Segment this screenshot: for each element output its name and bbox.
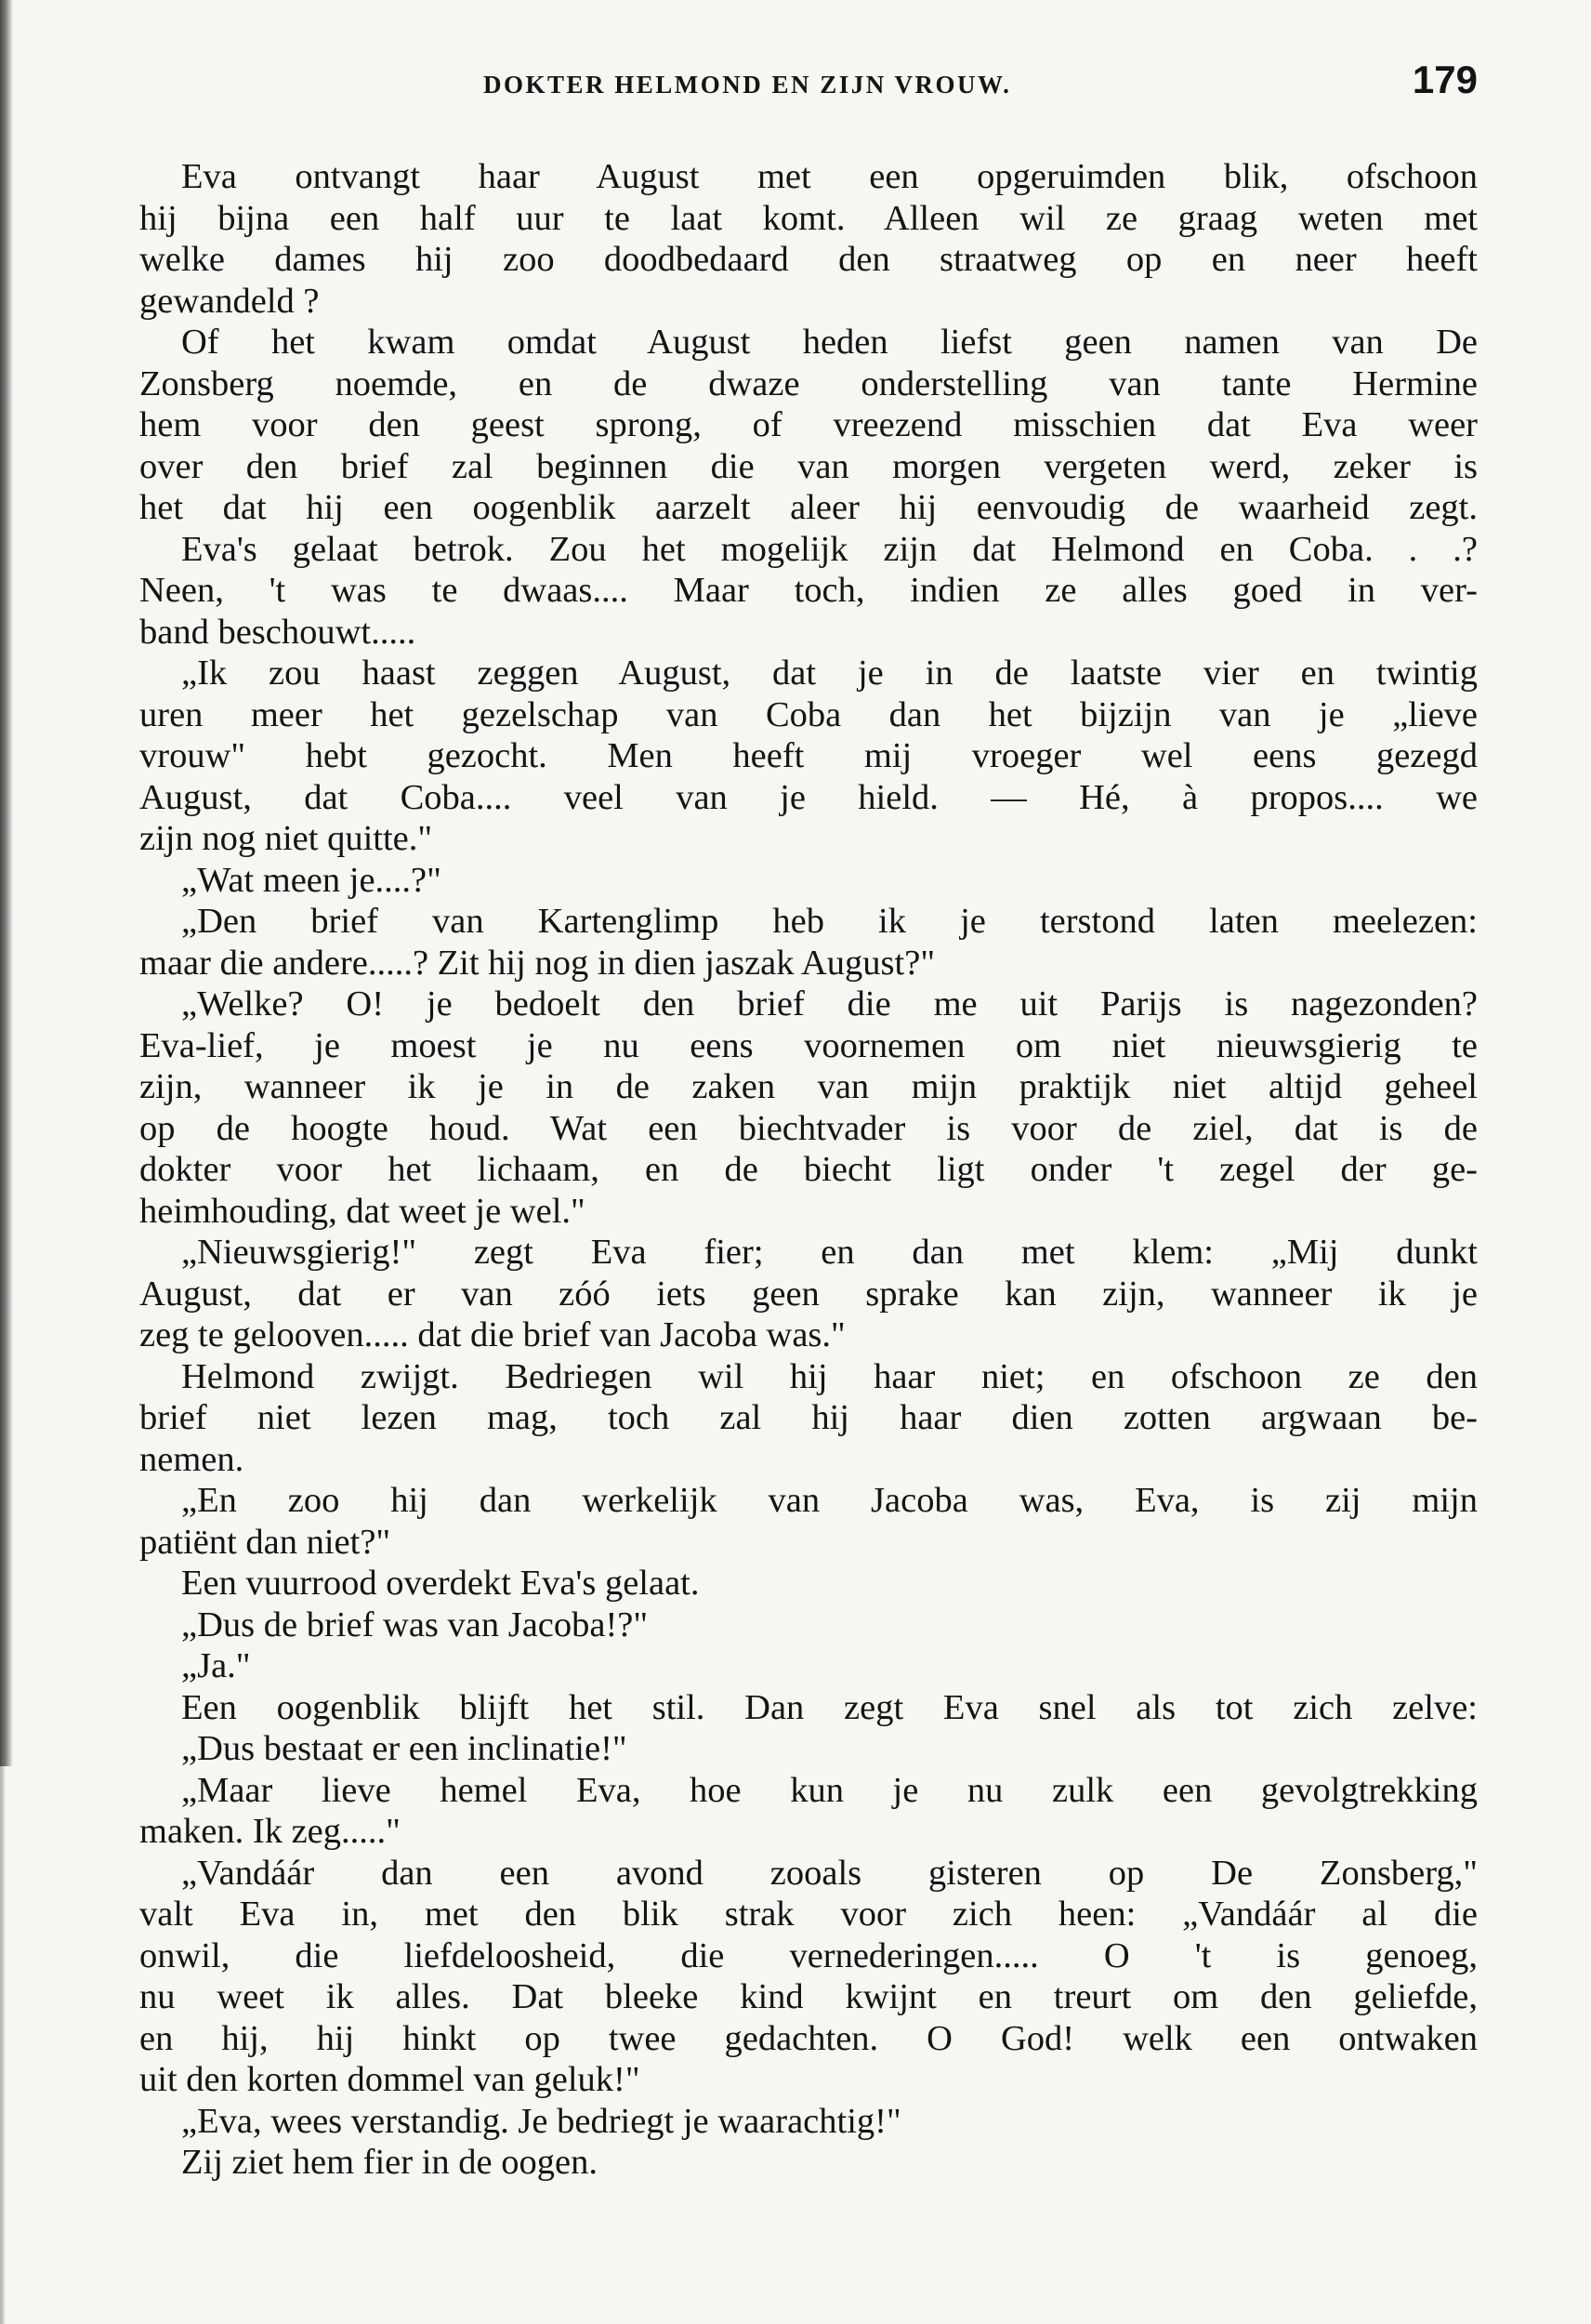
text-line: „Maar lieve hemel Eva, hoe kun je nu zulk een gevolgtrekking	[181, 1770, 1478, 1810]
page-header	[139, 58, 1478, 113]
page-edge-shadow-lower	[0, 1766, 6, 2324]
text-line: Een oogenblik blijft het stil. Dan zegt Eva snel als tot zich zelve:	[181, 1687, 1478, 1727]
text-line: uren meer het gezelschap van Coba dan het bijzijn van je „lieve	[139, 694, 1478, 734]
text-line: zeg te gelooven..... dat die brief van Jacoba was."	[139, 1315, 846, 1354]
text-line: Eva's gelaat betrok. Zou het mogelijk zijn dat Helmond en Coba. . .?	[181, 529, 1478, 569]
text-line: Neen, 't was te dwaas.... Maar toch, indien ze alles goed in ver-	[139, 571, 1478, 610]
text-line: brief niet lezen mag, toch zal hij haar dien zotten argwaan be-	[139, 1398, 1478, 1437]
text-line: Helmond zwijgt. Bedriegen wil hij haar niet; en ofschoon ze den	[181, 1356, 1478, 1396]
text-line: August, dat er van zóó iets geen sprake kan zijn, wanneer ik je	[139, 1274, 1478, 1314]
text-line: „Dus bestaat er een inclinatie!"	[181, 1729, 627, 1768]
text-line: „Den brief van Kartenglimp heb ik je terstond laten meelezen:	[181, 902, 1478, 941]
text-line: „Ik zou haast zeggen August, dat je in de laatste vier en twintig	[181, 654, 1478, 693]
text-line: Of het kwam omdat August heden liefst geen namen van De	[181, 323, 1478, 362]
text-line: zijn nog niet quitte."	[139, 819, 433, 858]
text-line: uit den korten dommel van geluk!"	[139, 2060, 640, 2099]
text-line: „En zoo hij dan werkelijk van Jacoba was, Eva, is zij mijn	[181, 1481, 1478, 1520]
text-line: heimhouding, dat weet je wel."	[139, 1191, 585, 1231]
text-line: valt Eva in, met den blik strak voor zich heen: „Vandáár al die	[139, 1895, 1478, 1934]
text-line: over den brief zal beginnen die van morgen vergeten werd, zeker is	[139, 446, 1478, 486]
text-line: welke dames hij zoo doodbedaard den straatweg op en neer heeft	[139, 240, 1478, 279]
text-body	[139, 156, 1478, 2184]
text-line: patiënt dan niet?"	[139, 1522, 391, 1562]
text-line: Zonsberg noemde, en de dwaze onderstelling van tante Hermine	[139, 363, 1478, 403]
text-line: „Welke? O! je bedoelt den brief die me uit Parijs is nagezonden?	[181, 984, 1478, 1023]
text-line: zijn, wanneer ik je in de zaken van mijn praktijk niet altijd geheel	[139, 1067, 1478, 1106]
text-line: maken. Ik zeg....."	[139, 1812, 401, 1851]
text-line: Een vuurrood overdekt Eva's gelaat.	[181, 1564, 700, 1603]
page-edge-shadow	[0, 0, 13, 1766]
text-line: „Dus de brief was van Jacoba!?"	[181, 1604, 649, 1644]
text-line: maar die andere.....? Zit hij nog in dien jaszak August?"	[139, 943, 936, 983]
text-line: hij bijna een half uur te laat komt. Alleen wil ze graag weten met	[139, 198, 1478, 238]
text-line: „Wat meen je....?"	[181, 860, 441, 900]
text-line: nemen.	[139, 1439, 244, 1479]
text-line: Zij ziet hem fier in de oogen.	[181, 2143, 598, 2182]
text-line: dokter voor het lichaam, en de biecht ligt onder 't zegel der ge-	[139, 1150, 1478, 1189]
text-line: August, dat Coba.... veel van je hield. — Hé, à propos.... we	[139, 777, 1478, 817]
text-line: „Eva, wees verstandig. Je bedriegt je waarachtig!"	[181, 2101, 901, 2141]
text-line: en hij, hij hinkt op twee gedachten. O God! welk een ontwaken	[139, 2018, 1478, 2058]
text-line: „Nieuwsgierig!" zegt Eva fier; en dan met klem: „Mij dunkt	[181, 1233, 1478, 1272]
text-line: het dat hij een oogenblik aarzelt aleer hij eenvoudig de waarheid zegt.	[139, 488, 1478, 527]
page-number: 179	[1412, 58, 1478, 101]
text-line: band beschouwt.....	[139, 612, 416, 652]
text-line: nu weet ik alles. Dat bleeke kind kwijnt en treurt om den geliefde,	[139, 1977, 1478, 2016]
running-head: DOKTER HELMOND EN ZIJN VROUW.	[483, 71, 1012, 99]
text-line: gewandeld ?	[139, 281, 320, 321]
text-line: op de hoogte houd. Wat een biechtvader is voor de ziel, dat is de	[139, 1108, 1478, 1148]
text-line: hem voor den geest sprong, of vreezend misschien dat Eva weer	[139, 405, 1478, 444]
text-line: vrouw" hebt gezocht. Men heeft mij vroeger wel eens gezegd	[139, 736, 1478, 775]
text-line: Eva ontvangt haar August met een opgeruimden blik, ofschoon	[181, 157, 1478, 196]
text-line: „Vandáár dan een avond zooals gisteren op De Zonsberg,"	[181, 1853, 1478, 1893]
text-line: onwil, die liefdeloosheid, die vernederingen..... O 't is genoeg,	[139, 1935, 1478, 1975]
text-line: Eva-lief, je moest je nu eens voornemen om niet nieuwsgierig te	[139, 1025, 1478, 1065]
text-line: „Ja."	[181, 1646, 251, 1685]
